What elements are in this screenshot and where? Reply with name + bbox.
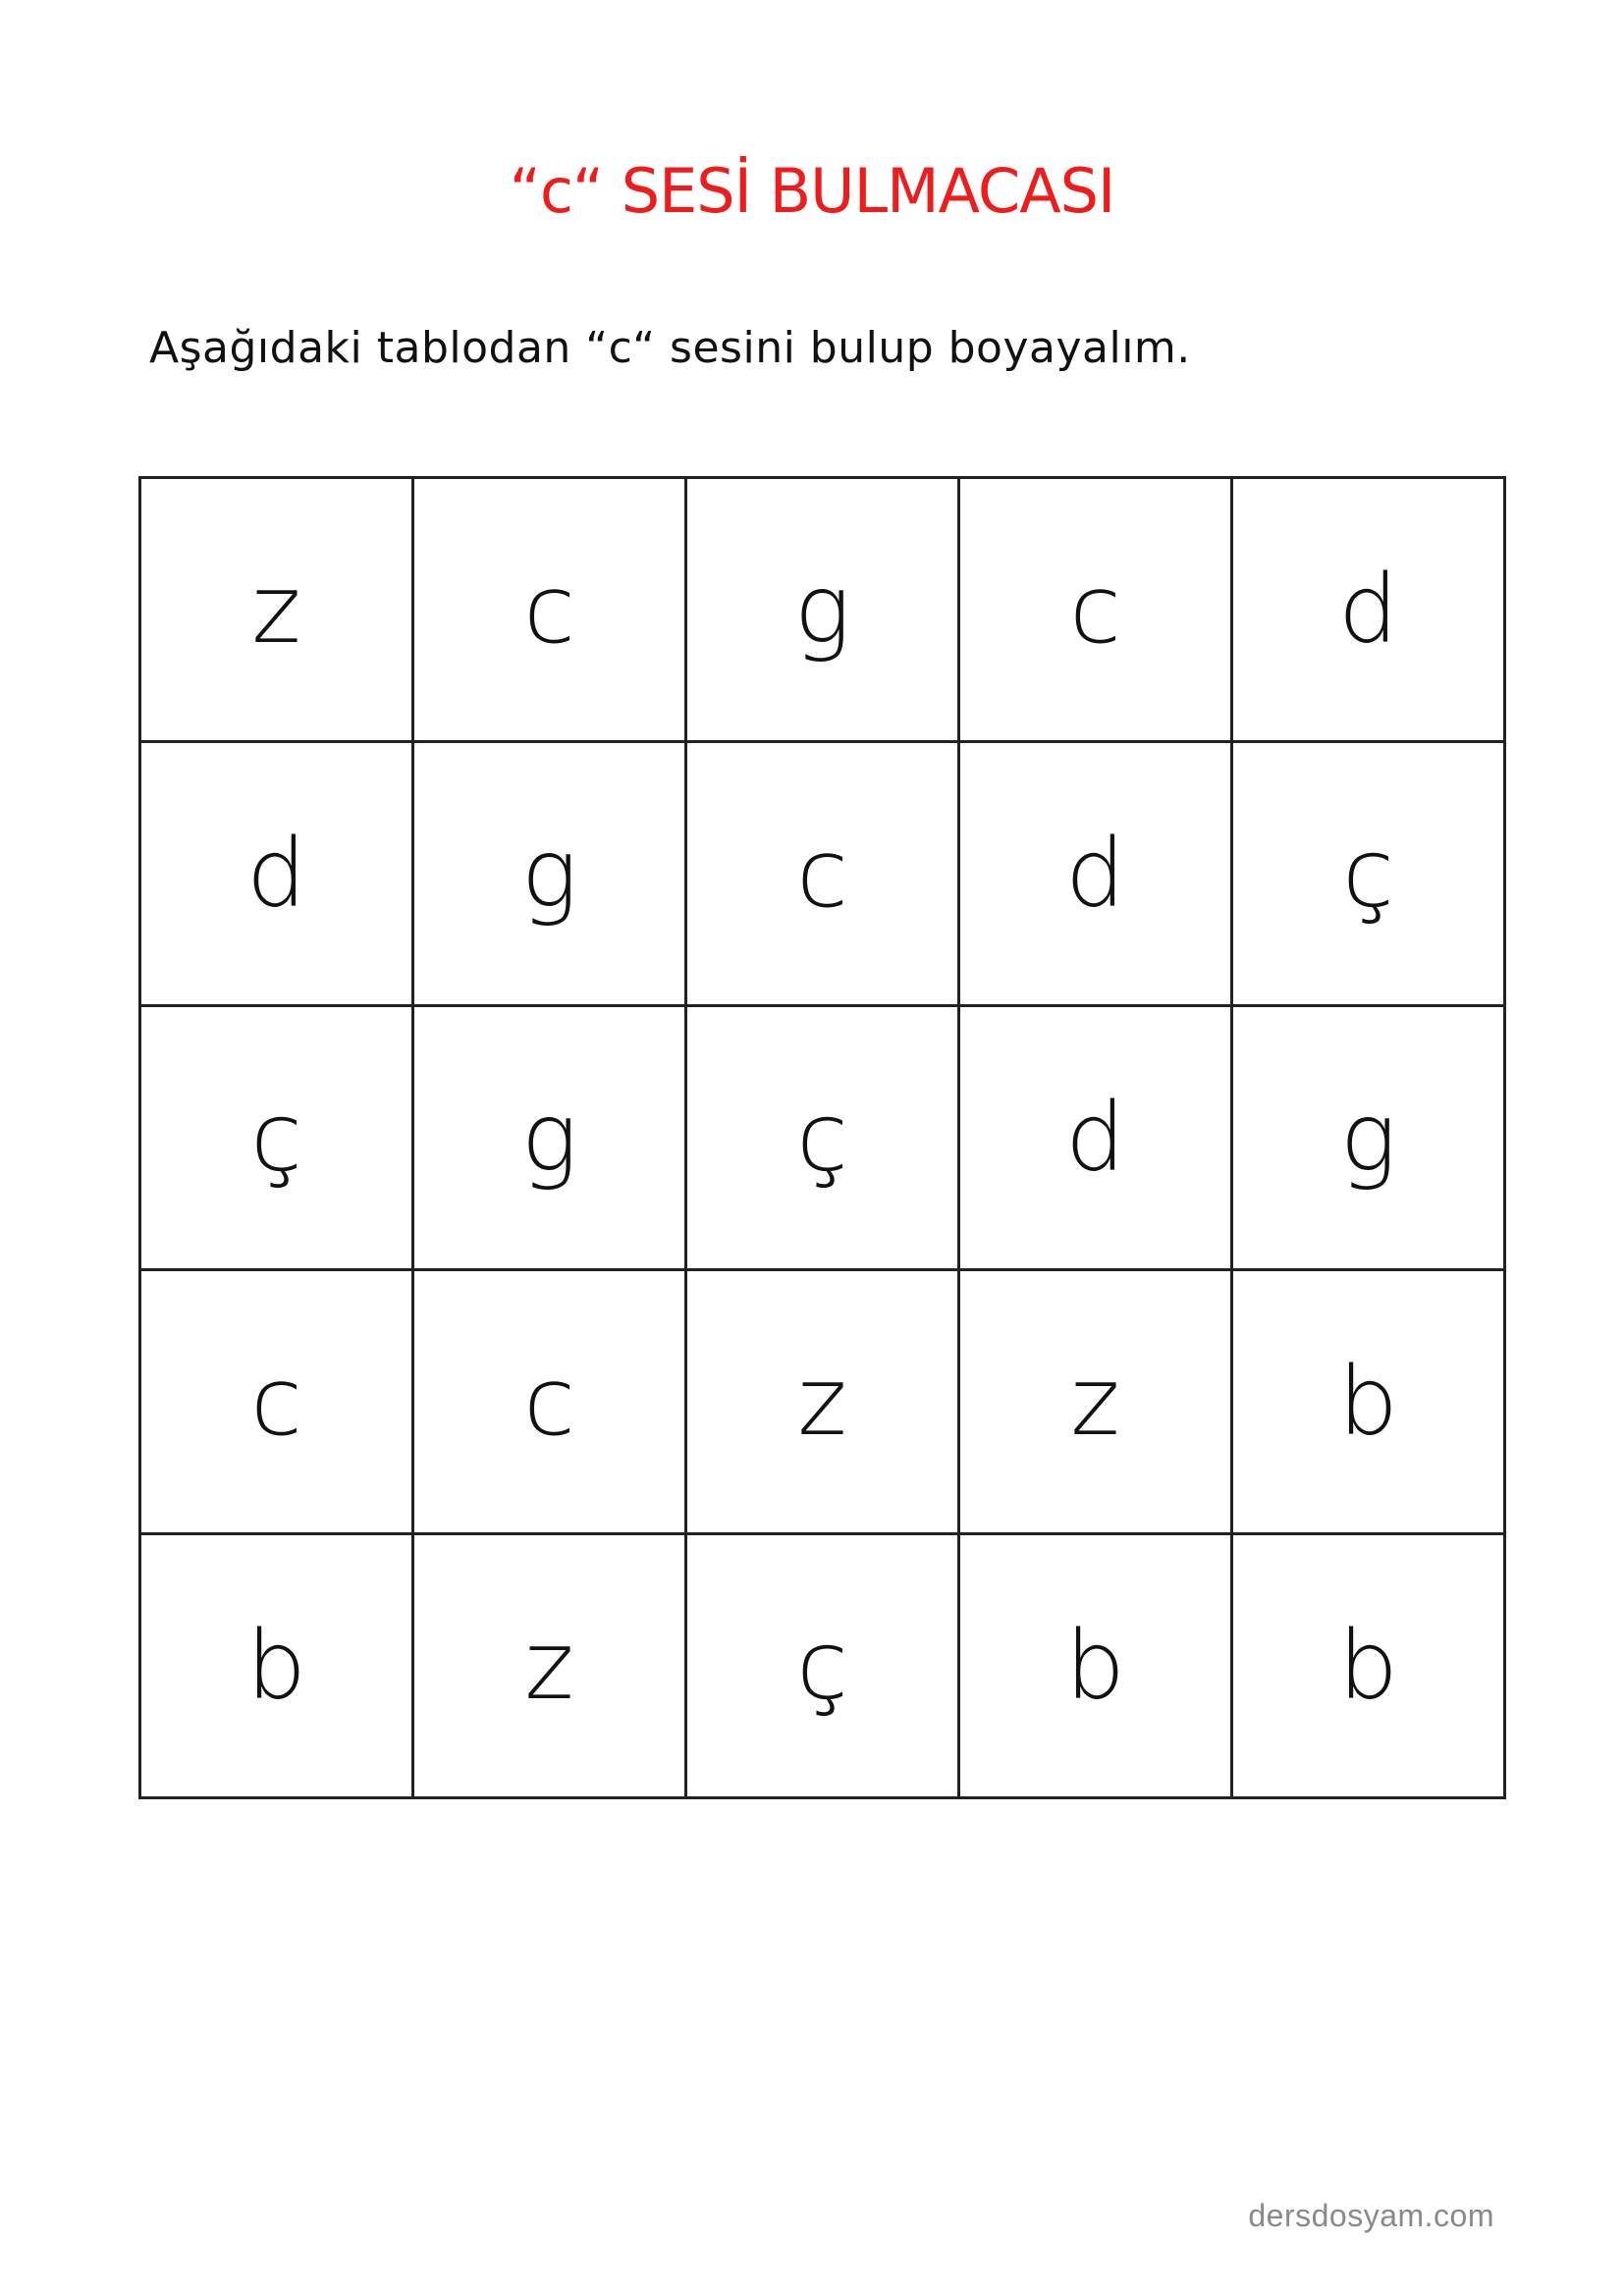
cell-letter: z xyxy=(524,1611,574,1721)
cell-letter: b xyxy=(246,1611,306,1721)
grid-cell[interactable] xyxy=(140,1534,413,1798)
cell-letter: g xyxy=(520,819,578,929)
cell-letter: c xyxy=(523,1347,575,1457)
cell-letter: d xyxy=(246,819,306,929)
cell-letter: z xyxy=(1070,1347,1120,1457)
cell-letter: b xyxy=(1065,1611,1125,1721)
grid-cell[interactable] xyxy=(413,1534,686,1798)
cell-letter: c xyxy=(1069,555,1121,665)
grid-cell[interactable] xyxy=(686,1006,959,1270)
cell-letter: d xyxy=(1065,1083,1125,1193)
grid-cell[interactable] xyxy=(959,1006,1232,1270)
grid-row xyxy=(140,478,1505,742)
grid-cell[interactable] xyxy=(959,1270,1232,1534)
cell-letter: d xyxy=(1338,555,1398,665)
cell-letter: g xyxy=(520,1083,578,1193)
grid-cell[interactable] xyxy=(140,478,413,742)
grid-cell[interactable] xyxy=(1232,1006,1505,1270)
cell-letter: ç xyxy=(1342,819,1394,929)
cell-letter: z xyxy=(797,1347,847,1457)
instruction-text: Aşağıdaki tablodan “c“ sesini bulup boyayalım. xyxy=(149,323,1191,373)
grid-cell[interactable] xyxy=(413,1270,686,1534)
grid-cell[interactable] xyxy=(959,478,1232,742)
cell-letter: d xyxy=(1065,819,1125,929)
cell-letter: ç xyxy=(796,1083,848,1193)
grid-cell[interactable] xyxy=(959,742,1232,1006)
grid-cell[interactable] xyxy=(686,1270,959,1534)
grid-cell[interactable] xyxy=(686,742,959,1006)
grid-cell[interactable] xyxy=(413,478,686,742)
grid-row xyxy=(140,742,1505,1006)
grid-cell[interactable] xyxy=(1232,742,1505,1006)
cell-letter: g xyxy=(1339,1083,1397,1193)
letter-grid xyxy=(138,476,1506,1799)
grid-cell[interactable] xyxy=(1232,1534,1505,1798)
cell-letter: b xyxy=(1338,1611,1398,1721)
page-title: “c“ SESİ BULMACASI xyxy=(509,155,1115,227)
cell-letter: b xyxy=(1338,1347,1398,1457)
cell-letter: ç xyxy=(250,1083,302,1193)
grid-cell[interactable] xyxy=(1232,478,1505,742)
cell-letter: c xyxy=(250,1347,302,1457)
cell-letter: c xyxy=(523,555,575,665)
grid-cell[interactable] xyxy=(413,1006,686,1270)
cell-letter: g xyxy=(793,555,851,665)
grid-cell[interactable] xyxy=(413,742,686,1006)
grid-cell[interactable] xyxy=(959,1534,1232,1798)
cell-letter: ç xyxy=(796,1611,848,1721)
cell-letter: c xyxy=(796,819,848,929)
grid-row xyxy=(140,1534,1505,1798)
site-watermark: dersdosyam.com xyxy=(1248,2198,1494,2233)
grid-cell[interactable] xyxy=(686,478,959,742)
cell-letter: z xyxy=(251,555,301,665)
grid-row xyxy=(140,1006,1505,1270)
grid-cell[interactable] xyxy=(140,1270,413,1534)
grid-cell[interactable] xyxy=(140,742,413,1006)
grid-cell[interactable] xyxy=(140,1006,413,1270)
grid-row xyxy=(140,1270,1505,1534)
grid-cell[interactable] xyxy=(686,1534,959,1798)
grid-cell[interactable] xyxy=(1232,1270,1505,1534)
